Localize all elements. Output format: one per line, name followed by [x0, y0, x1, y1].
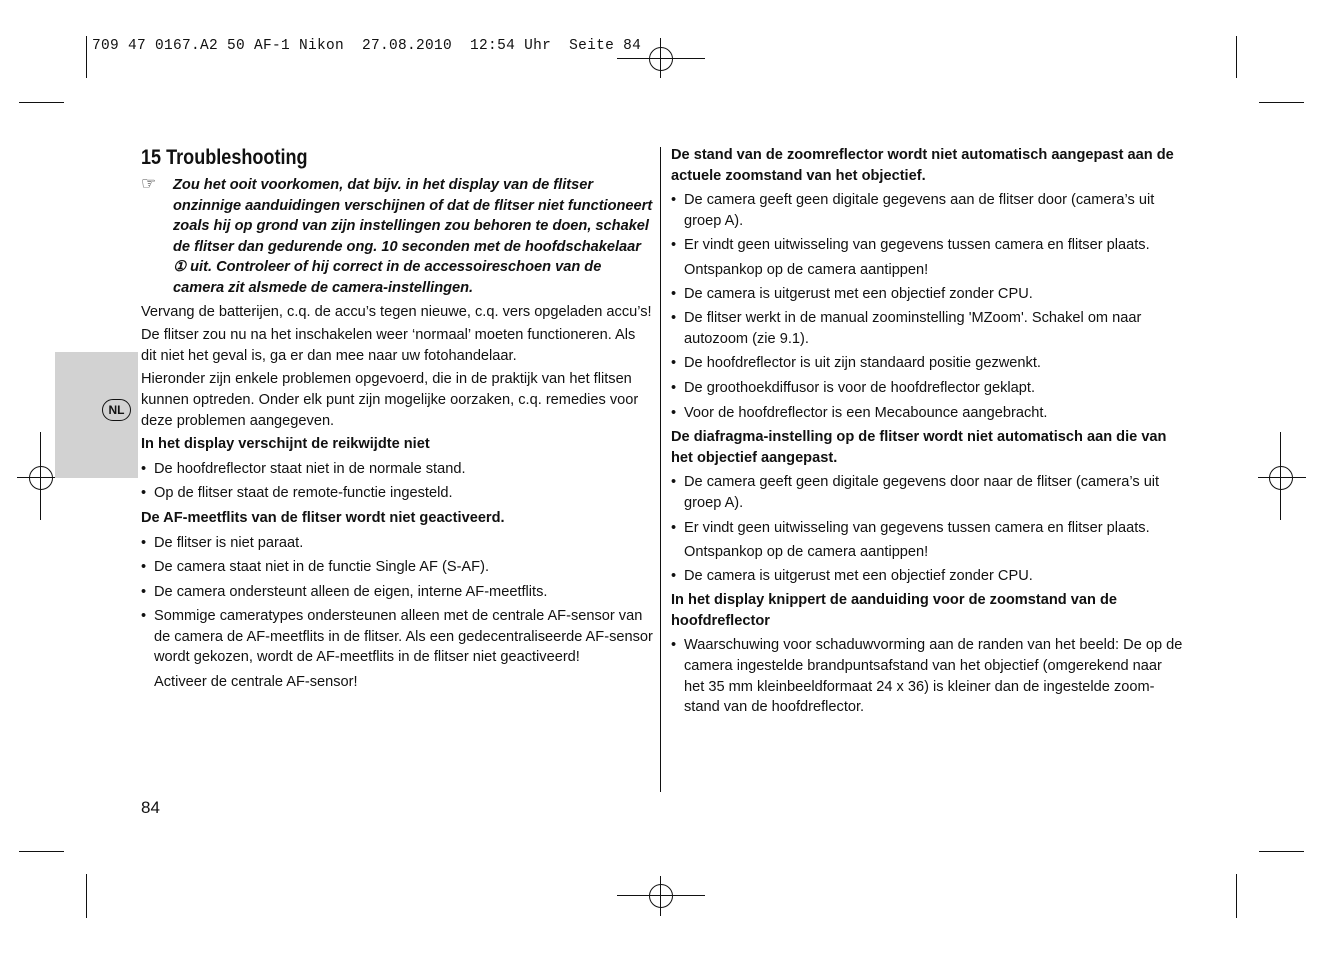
paragraph: Hieronder zijn enkele problemen opgevoerd, die in de praktijk van het flitsen kunnen optreden. Onder elk punt zijn mogelijke oorzaken, c.q. remedies voor deze problemen aangegeven.	[141, 371, 639, 429]
note-text: Zou het ooit voorkomen, dat bijv. in het display van de flitser onzinnige aanduidingen verschijnen of dat de flitser niet functioneert zoals hij op grond van zijn instellingen zou behoren te doen, schakel de flitser dan gedurende ong. 10 seconden met de hoofdschakelaar ① uit. Controleer of hij correct in de accessoireschoen van de camera zit alsmede de camera-instellingen.	[173, 177, 653, 296]
print-header: 709 47 0167.A2 50 AF-1 Nikon 27.08.2010 12:54 Uhr Seite 84	[92, 38, 642, 54]
language-badge: NL	[102, 399, 131, 421]
note	[141, 175, 654, 299]
list-item: • De hoofdreflector staat niet in de normale stand.	[141, 459, 654, 480]
paragraph: Vervang de batterijen, c.q. de accu’s tegen nieuwe, c.q. vers opgeladen accu’s!	[141, 303, 652, 320]
list-item: • Waarschuwing voor schaduwvorming aan de randen van het beeld: De op de camera ingestelde brandpuntsafstand van het objectief (omgerekend naar het 35 mm kleinbeeldformaat 24 x 36) is kleiner dan de ingestelde zoom-stand van de hoofdreflector.	[671, 635, 1183, 717]
page-title: 15 Troubleshooting	[141, 146, 308, 169]
left-column	[141, 145, 654, 693]
section-heading: In het display knippert de aanduiding voor de zoomstand van de hoofdreflector	[671, 592, 1117, 629]
crop-mark	[19, 102, 64, 103]
list-continuation: Ontspankop op de camera aantippen!	[684, 544, 929, 561]
list-item: • Er vindt geen uitwisseling van gegevens tussen camera en flitser plaats.	[671, 235, 1183, 256]
crop-mark	[86, 874, 87, 918]
crop-mark	[1259, 851, 1304, 852]
list-item: • De groothoekdiffusor is voor de hoofdreflector geklapt.	[671, 378, 1183, 399]
list-item: • De camera geeft geen digitale gegevens aan de flitser door (camera’s uit groep A).	[671, 190, 1183, 231]
section-heading: In het display verschijnt de reikwijdte niet	[141, 436, 430, 453]
paragraph: De flitser zou nu na het inschakelen weer ‘normaal’ moeten functioneren. Als dit niet het geval is, ga er dan mee naar uw fotohandelaar.	[141, 327, 636, 364]
list-item: • De camera geeft geen digitale gegevens door naar de flitser (camera’s uit groep A).	[671, 472, 1183, 513]
crop-mark	[1259, 102, 1304, 103]
list-continuation: Ontspankop op de camera aantippen!	[684, 261, 929, 278]
list-item: • De camera is uitgerust met een objectief zonder CPU.	[671, 566, 1183, 587]
list-item: • Voor de hoofdreflector is een Mecabounce aangebracht.	[671, 403, 1183, 424]
list-continuation: Activeer de centrale AF-sensor!	[154, 674, 358, 691]
list-item: • Op de flitser staat de remote-functie ingesteld.	[141, 483, 654, 504]
list-item: • De flitser is niet paraat.	[141, 533, 654, 554]
pointing-hand-icon: ☞	[141, 174, 157, 193]
list-item: • De camera is uitgerust met een objectief zonder CPU.	[671, 284, 1183, 305]
list-item: • De camera ondersteunt alleen de eigen, interne AF-meetflits.	[141, 582, 654, 603]
section-heading: De stand van de zoomreflector wordt niet automatisch aangepast aan de actuele zoomstand van het objectief.	[671, 147, 1174, 184]
section-heading: De AF-meetflits van de flitser wordt niet geactiveerd.	[141, 509, 505, 526]
column-divider	[660, 147, 661, 792]
list-item: • De hoofdreflector is uit zijn standaard positie gezwenkt.	[671, 353, 1183, 374]
crop-mark	[1236, 874, 1237, 918]
list-item: • De flitser werkt in de manual zoominstelling 'MZoom'. Schakel om naar autozoom (zie 9.1).	[671, 308, 1183, 349]
crop-mark	[86, 36, 87, 78]
crop-mark	[19, 851, 64, 852]
right-column	[671, 145, 1183, 722]
page-number: 84	[141, 798, 160, 817]
list-item: • Sommige cameratypes ondersteunen alleen met de centrale AF-sensor van de camera de AF-meetflits in de flitser. Als een gedecentraliseerde AF-sensor wordt gekozen, wordt de AF-meetflits in de flitser niet geactiveerd!	[141, 606, 654, 668]
list-item: • Er vindt geen uitwisseling van gegevens tussen camera en flitser plaats.	[671, 518, 1183, 539]
crop-mark	[1236, 36, 1237, 78]
section-heading: De diafragma-instelling op de flitser wordt niet automatisch aan die van het objectief aangepast.	[671, 429, 1167, 466]
list-item: • De camera staat niet in de functie Single AF (S-AF).	[141, 557, 654, 578]
